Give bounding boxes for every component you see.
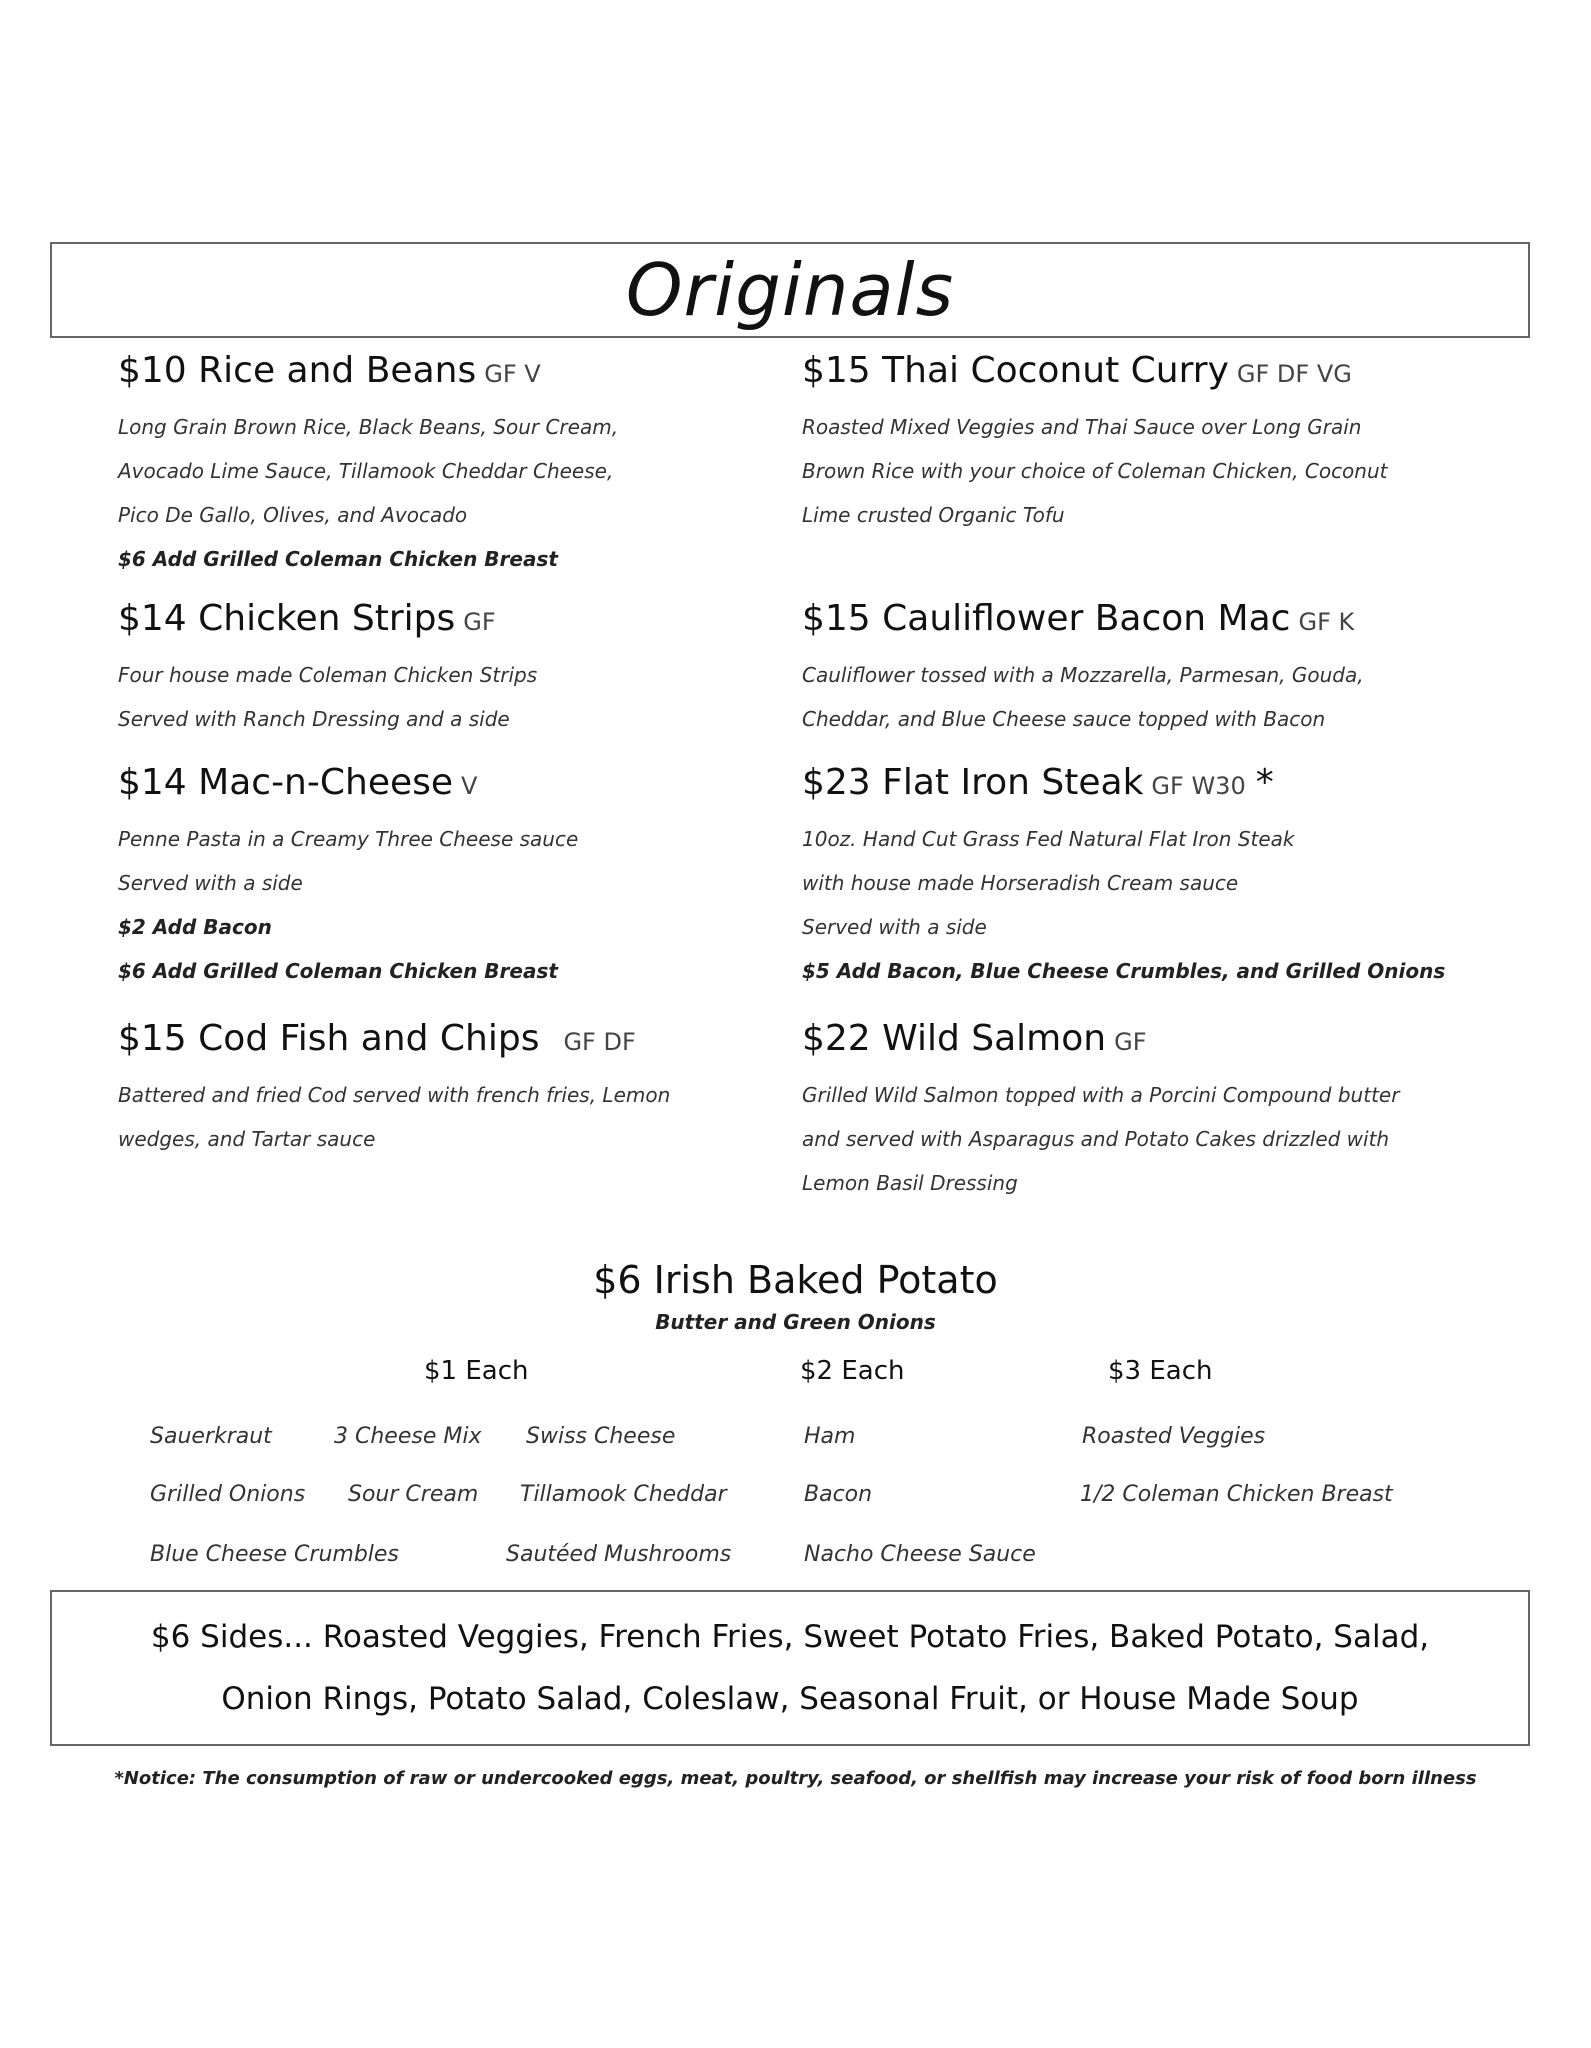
tier-heading-3: $3 Each bbox=[1108, 1356, 1213, 1386]
menu-item-cauliflower-bacon-mac bbox=[802, 598, 1482, 741]
item-description-line: Roasted Mixed Veggies and Thai Sauce over Long Grain bbox=[802, 415, 1362, 439]
menu-item-cod-fish-and-chips bbox=[118, 1018, 798, 1161]
food-safety-notice: *Notice: The consumption of raw or undercooked eggs, meat, poultry, seafood, or shellfish may increase your risk of food born illness bbox=[114, 1768, 1477, 1789]
topping-item: Sour Cream bbox=[348, 1482, 479, 1507]
tier-heading-2: $2 Each bbox=[800, 1356, 905, 1386]
menu-item-chicken-strips bbox=[118, 598, 798, 741]
menu-item-thai-coconut-curry bbox=[802, 350, 1482, 537]
item-price-name: $15 Cod Fish and Chips bbox=[118, 1018, 540, 1059]
item-description-line: 10oz. Hand Cut Grass Fed Natural Flat Iron Steak bbox=[802, 827, 1295, 851]
item-tags: GF DF bbox=[563, 1028, 636, 1056]
item-price-name: $22 Wild Salmon bbox=[802, 1018, 1107, 1059]
topping-item: Bacon bbox=[804, 1482, 873, 1507]
item-tags: GF K bbox=[1298, 608, 1355, 636]
item-tags: GF V bbox=[484, 360, 541, 388]
topping-item: Grilled Onions bbox=[150, 1482, 306, 1507]
baked-potato-section bbox=[0, 1258, 1591, 1334]
menu-item-mac-n-cheese bbox=[118, 762, 798, 993]
menu-item-flat-iron-steak bbox=[802, 762, 1482, 993]
item-price-name: $15 Cauliflower Bacon Mac bbox=[802, 598, 1291, 639]
item-description-line: Grilled Wild Salmon topped with a Porcini Compound butter bbox=[802, 1083, 1400, 1107]
item-description-line: Cheddar, and Blue Cheese sauce topped with Bacon bbox=[802, 707, 1326, 731]
item-description-line: Brown Rice with your choice of Coleman Chicken, Coconut bbox=[802, 459, 1388, 483]
item-description-line: Lemon Basil Dressing bbox=[802, 1171, 1018, 1195]
item-price-name: $14 Chicken Strips bbox=[118, 598, 456, 639]
item-description-line: Served with a side bbox=[118, 871, 303, 895]
item-description-line: and served with Asparagus and Potato Cakes drizzled with bbox=[802, 1127, 1390, 1151]
topping-item: Sautéed Mushrooms bbox=[506, 1542, 732, 1567]
item-price-name: $14 Mac-n-Cheese bbox=[118, 762, 454, 803]
item-price-name: $15 Thai Coconut Curry bbox=[802, 350, 1229, 391]
topping-item: 3 Cheese Mix bbox=[334, 1424, 482, 1449]
item-tags: GF W30 bbox=[1151, 772, 1246, 800]
item-addon: $2 Add Bacon bbox=[118, 915, 272, 939]
sides-line-1: $6 Sides... Roasted Veggies, French Fries, Sweet Potato Fries, Baked Potato, Salad, bbox=[150, 1619, 1430, 1655]
item-addon: $6 Add Grilled Coleman Chicken Breast bbox=[118, 959, 558, 983]
item-description-line: with house made Horseradish Cream sauce bbox=[802, 871, 1239, 895]
item-description-line: Pico De Gallo, Olives, and Avocado bbox=[118, 503, 468, 527]
item-addon: $5 Add Bacon, Blue Cheese Crumbles, and Grilled Onions bbox=[802, 959, 1446, 983]
item-tags: GF DF VG bbox=[1236, 360, 1352, 388]
item-description-line: Lime crusted Organic Tofu bbox=[802, 503, 1065, 527]
item-description-line: Four house made Coleman Chicken Strips bbox=[118, 663, 538, 687]
item-description-line: Battered and fried Cod served with french fries, Lemon bbox=[118, 1083, 671, 1107]
item-description-line: Cauliflower tossed with a Mozzarella, Parmesan, Gouda, bbox=[802, 663, 1364, 687]
item-description-line: Served with a side bbox=[802, 915, 987, 939]
sides-box bbox=[50, 1590, 1530, 1746]
tier-heading-1: $1 Each bbox=[424, 1356, 529, 1386]
item-tags: GF bbox=[1114, 1028, 1147, 1056]
sides-line-2: Onion Rings, Potato Salad, Coleslaw, Seasonal Fruit, or House Made Soup bbox=[221, 1681, 1359, 1717]
topping-item: Blue Cheese Crumbles bbox=[150, 1542, 399, 1567]
menu-title-box bbox=[50, 242, 1530, 338]
baked-potato-subtitle: Butter and Green Onions bbox=[655, 1310, 936, 1334]
menu-item-wild-salmon bbox=[802, 1018, 1482, 1205]
topping-item: Tillamook Cheddar bbox=[520, 1482, 727, 1507]
topping-item: Nacho Cheese Sauce bbox=[804, 1542, 1036, 1567]
item-tags: GF bbox=[463, 608, 496, 636]
topping-item: Ham bbox=[804, 1424, 856, 1449]
item-description-line: wedges, and Tartar sauce bbox=[118, 1127, 376, 1151]
item-description-line: Served with Ranch Dressing and a side bbox=[118, 707, 510, 731]
topping-item: Swiss Cheese bbox=[526, 1424, 676, 1449]
topping-item: 1/2 Coleman Chicken Breast bbox=[1080, 1482, 1393, 1507]
item-price-name: $10 Rice and Beans bbox=[118, 350, 477, 391]
baked-potato-title: $6 Irish Baked Potato bbox=[593, 1258, 998, 1302]
menu-item-rice-and-beans bbox=[118, 350, 798, 581]
item-description-line: Penne Pasta in a Creamy Three Cheese sauce bbox=[118, 827, 579, 851]
item-description-line: Long Grain Brown Rice, Black Beans, Sour Cream, bbox=[118, 415, 619, 439]
item-star: * bbox=[1255, 762, 1274, 803]
item-tags: V bbox=[461, 772, 478, 800]
item-addon: $6 Add Grilled Coleman Chicken Breast bbox=[118, 547, 558, 571]
menu-title: Originals bbox=[625, 248, 955, 332]
item-price-name: $23 Flat Iron Steak bbox=[802, 762, 1144, 803]
topping-item: Sauerkraut bbox=[150, 1424, 272, 1449]
topping-item: Roasted Veggies bbox=[1082, 1424, 1266, 1449]
item-description-line: Avocado Lime Sauce, Tillamook Cheddar Cheese, bbox=[118, 459, 614, 483]
